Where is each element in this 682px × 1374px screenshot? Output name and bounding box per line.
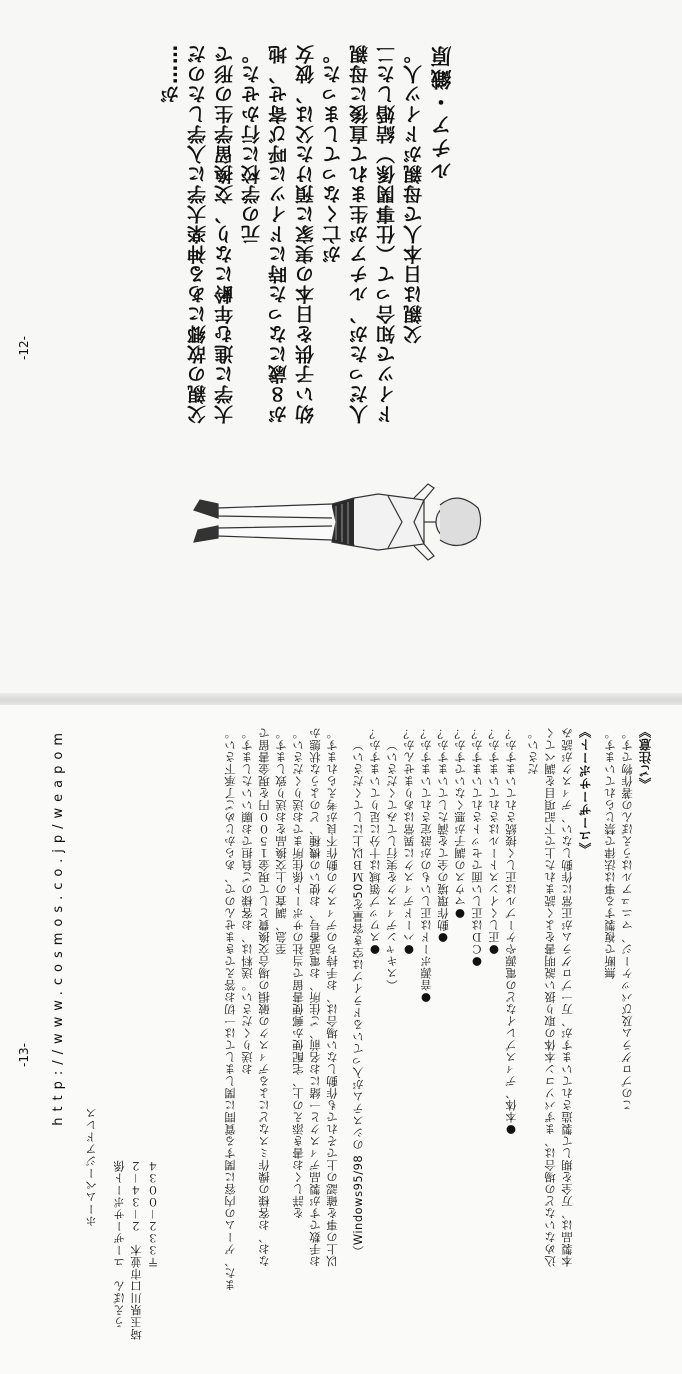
notice-line-2: 無断で複製する事は法律で禁じられています。 xyxy=(603,727,617,979)
checklist-item-7: ●ハードディスクに異常はありませんか？ xyxy=(402,727,416,958)
checklist-item-3: ●ＣＤは正しい面でセットされていますか？ xyxy=(470,727,484,970)
closing-line-6: お送りください。送料は、お客様のご負担でお願いいたします。 xyxy=(240,727,254,1075)
closing-line-2: お手数ですが製品ディスクと一緒にお名前、ご住所、お電話番号、お使いの機種、どのような状態か xyxy=(308,727,322,1267)
homepage-url: http://www.cosmos.co.jp/weapom xyxy=(51,727,66,1126)
checklist-item-8: ●スワップ領域は十分に足りていますか？ xyxy=(368,727,382,958)
bio-line-8: 大学に進む年齢になり、交換留学生の形で xyxy=(214,44,236,424)
support-intro-2: 込めないなどの場合は、まずパソコン本体の取り扱い説明書をよく読まれた上で下記項目を調べてく xyxy=(543,727,557,1267)
checklist-item-4: ●マウスの調子が悪くないですか？ xyxy=(453,727,467,922)
address-department: うえぽん ユーザーサポート係 xyxy=(112,1160,126,1328)
closing-line-7: また、ゲームの内容に関する質問に関しましては一切お答えできませんので、あらかじめご了承下さい。 xyxy=(223,727,237,1291)
page-number-12: -12- xyxy=(17,336,31,360)
address-postal-code: 〒３３２－００３４ xyxy=(146,1160,160,1268)
manual-page-13 xyxy=(0,705,682,1374)
support-intro-1: 本製品は、万全を期して製造されていますが、万一プログラムが正常に作動しない、ディスクが読み xyxy=(560,727,574,1267)
checklist-note-1: （スキャンディスクを実行してみてください） xyxy=(385,739,399,991)
closing-line-4: 至急、調査の上交換品をお送り致します。 xyxy=(274,727,288,955)
page-number-13: -13- xyxy=(17,1043,31,1067)
closing-line-5: なお、お客様の操作ミスなどによるディスクの破損の場合交換費として現金１５００円を現金書留で xyxy=(257,727,271,1267)
checklist-item-5: ●動作環境の全てを満たしていますか？ xyxy=(436,727,450,946)
checklist-item-2: ●正しくインストールはされていますか？ xyxy=(487,727,501,958)
closing-line-3: を詳しくお書き添えの上、宅配便か郵便書留で当社のサポート係住所までお送りください。 xyxy=(291,727,305,1219)
notice-line-1: このプログラム及びパッケージ、マニュアルはうえぽんの著作物です。 xyxy=(620,727,634,1111)
notice-heading: 《ご注意》 xyxy=(638,725,653,790)
bio-line-10: が…… xyxy=(160,44,182,104)
closing-line-1: 以上の事を確認の上でそれでも作動しない場合は、お手持ちのディスクの動作不良が考えられます。 xyxy=(325,727,339,1267)
bio-line-2: ドイツで知合って（仕事関係）結婚した二 xyxy=(376,44,398,424)
bio-line-5: 幼い子供を日本の実家に預けた父は、彼女 xyxy=(295,44,317,424)
character-illustration xyxy=(188,460,488,585)
bio-line-6: が８歳になった時にドイツに呼び寄せ、地 xyxy=(268,44,290,424)
bio-line-9: 父親の故郷にある神楽大学に入学したのだ xyxy=(187,44,209,424)
bio-line-4: が亡くなってしまった。 xyxy=(322,44,344,264)
bio-line-7: 元の学校に行かせた。 xyxy=(241,44,263,244)
checklist-note-2: （Windows95/98 のシステムが入っているドライブは空き容量を50ＭＢ以上にしてください） xyxy=(351,739,365,1258)
support-intro-3: ださい。 xyxy=(526,727,540,775)
bio-line-1: 父親は日本人で母親がドイツ人。 xyxy=(403,44,425,344)
checklist-item-1: ●本体、ディスプレイなどの電源やケーブルは正しく接続されていますか？ xyxy=(504,727,518,1138)
bio-line-3: 人だったが、ルチアが生まれて直後に母親 xyxy=(349,44,371,424)
support-heading: 《ユーザーサポート》 xyxy=(578,725,593,855)
checklist-item-6: ●音源ボードは正しいものが設定されていますか？ xyxy=(419,727,433,1006)
character-name-heading: ルチア・織原 xyxy=(430,44,454,182)
homepage-label: ホームページアドレス xyxy=(84,1107,98,1227)
address-street: 埼玉県川口市並木 ２－３４－２ xyxy=(129,1160,143,1340)
